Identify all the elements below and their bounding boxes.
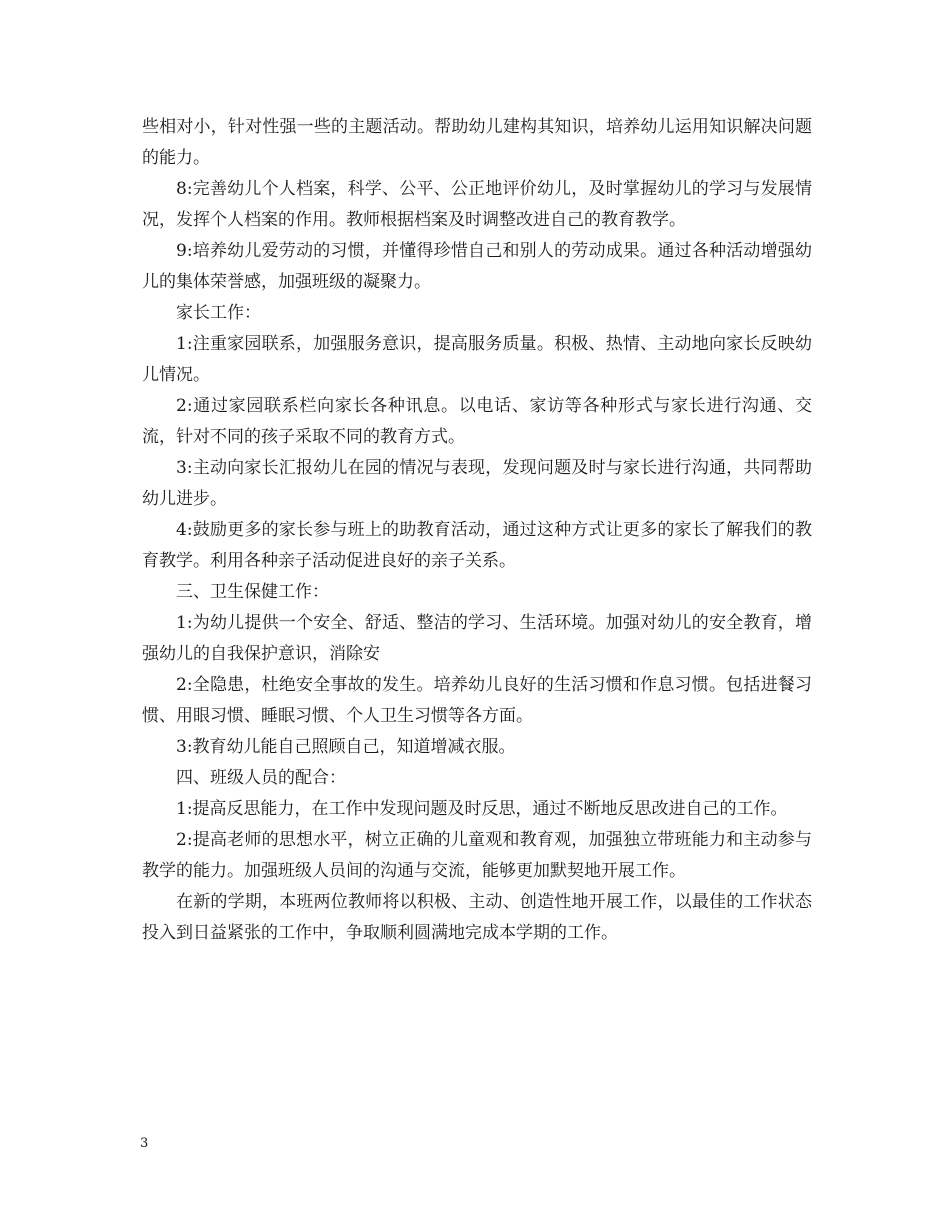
section-heading-staff-cooperation: 四、班级人员的配合： (176, 768, 346, 788)
paragraph-parent-item-2: 2:通过家园联系栏向家长各种讯息。以电话、家访等各种形式与家长进行沟通、交流，针对不同的孩子采取不同的教育方式。 (142, 396, 812, 447)
paragraph-parent-item-4: 4:鼓励更多的家长参与班上的助教育活动，通过这种方式让更多的家长了解我们的教育教学。利用各种亲子活动促进良好的亲子关系。 (142, 520, 812, 571)
page-number: 3 (140, 1136, 149, 1151)
paragraph-conclusion: 在新的学期，本班两位教师将以积极、主动、创造性地开展工作，以最佳的工作状态投入到日益紧张的工作中，争取顺利圆满地完成本学期的工作。 (142, 892, 812, 943)
paragraph-continued: 些相对小，针对性强一些的主题活动。帮助幼儿建构其知识，培养幼儿运用知识解决问题的能力。 (142, 117, 812, 168)
paragraph-health-item-2: 2:全隐患，杜绝安全事故的发生。培养幼儿良好的生活习惯和作息习惯。包括进餐习惯、用眼习惯、睡眠习惯、个人卫生习惯等各方面。 (142, 675, 812, 726)
paragraph-item-8: 8:完善幼儿个人档案，科学、公平、公正地评价幼儿，及时掌握幼儿的学习与发展情况，发挥个人档案的作用。教师根据档案及时调整改进自己的教育教学。 (142, 179, 812, 230)
section-heading-health-care: 三、卫生保健工作： (176, 582, 329, 602)
document-body (142, 112, 812, 949)
paragraph-health-item-1: 1:为幼儿提供一个安全、舒适、整洁的学习、生活环境。加强对幼儿的安全教育，增强幼儿的自我保护意识，消除安 (142, 613, 812, 664)
paragraph-health-item-3: 3:教育幼儿能自己照顾自己，知道增减衣服。 (176, 737, 516, 757)
paragraph-parent-item-1: 1:注重家园联系，加强服务意识，提高服务质量。积极、热情、主动地向家长反映幼儿情况。 (142, 334, 812, 385)
section-heading-parent-work: 家长工作： (176, 303, 261, 323)
paragraph-item-9: 9:培养幼儿爱劳动的习惯，并懂得珍惜自己和别人的劳动成果。通过各种活动增强幼儿的集体荣誉感，加强班级的凝聚力。 (142, 241, 812, 292)
paragraph-staff-item-2: 2:提高老师的思想水平，树立正确的儿童观和教育观，加强独立带班能力和主动参与教学的能力。加强班级人员间的沟通与交流，能够更加默契地开展工作。 (142, 830, 812, 881)
paragraph-parent-item-3: 3:主动向家长汇报幼儿在园的情况与表现，发现问题及时与家长进行沟通，共同帮助幼儿进步。 (142, 458, 812, 509)
paragraph-staff-item-1: 1:提高反思能力，在工作中发现问题及时反思，通过不断地反思改进自己的工作。 (176, 799, 788, 819)
